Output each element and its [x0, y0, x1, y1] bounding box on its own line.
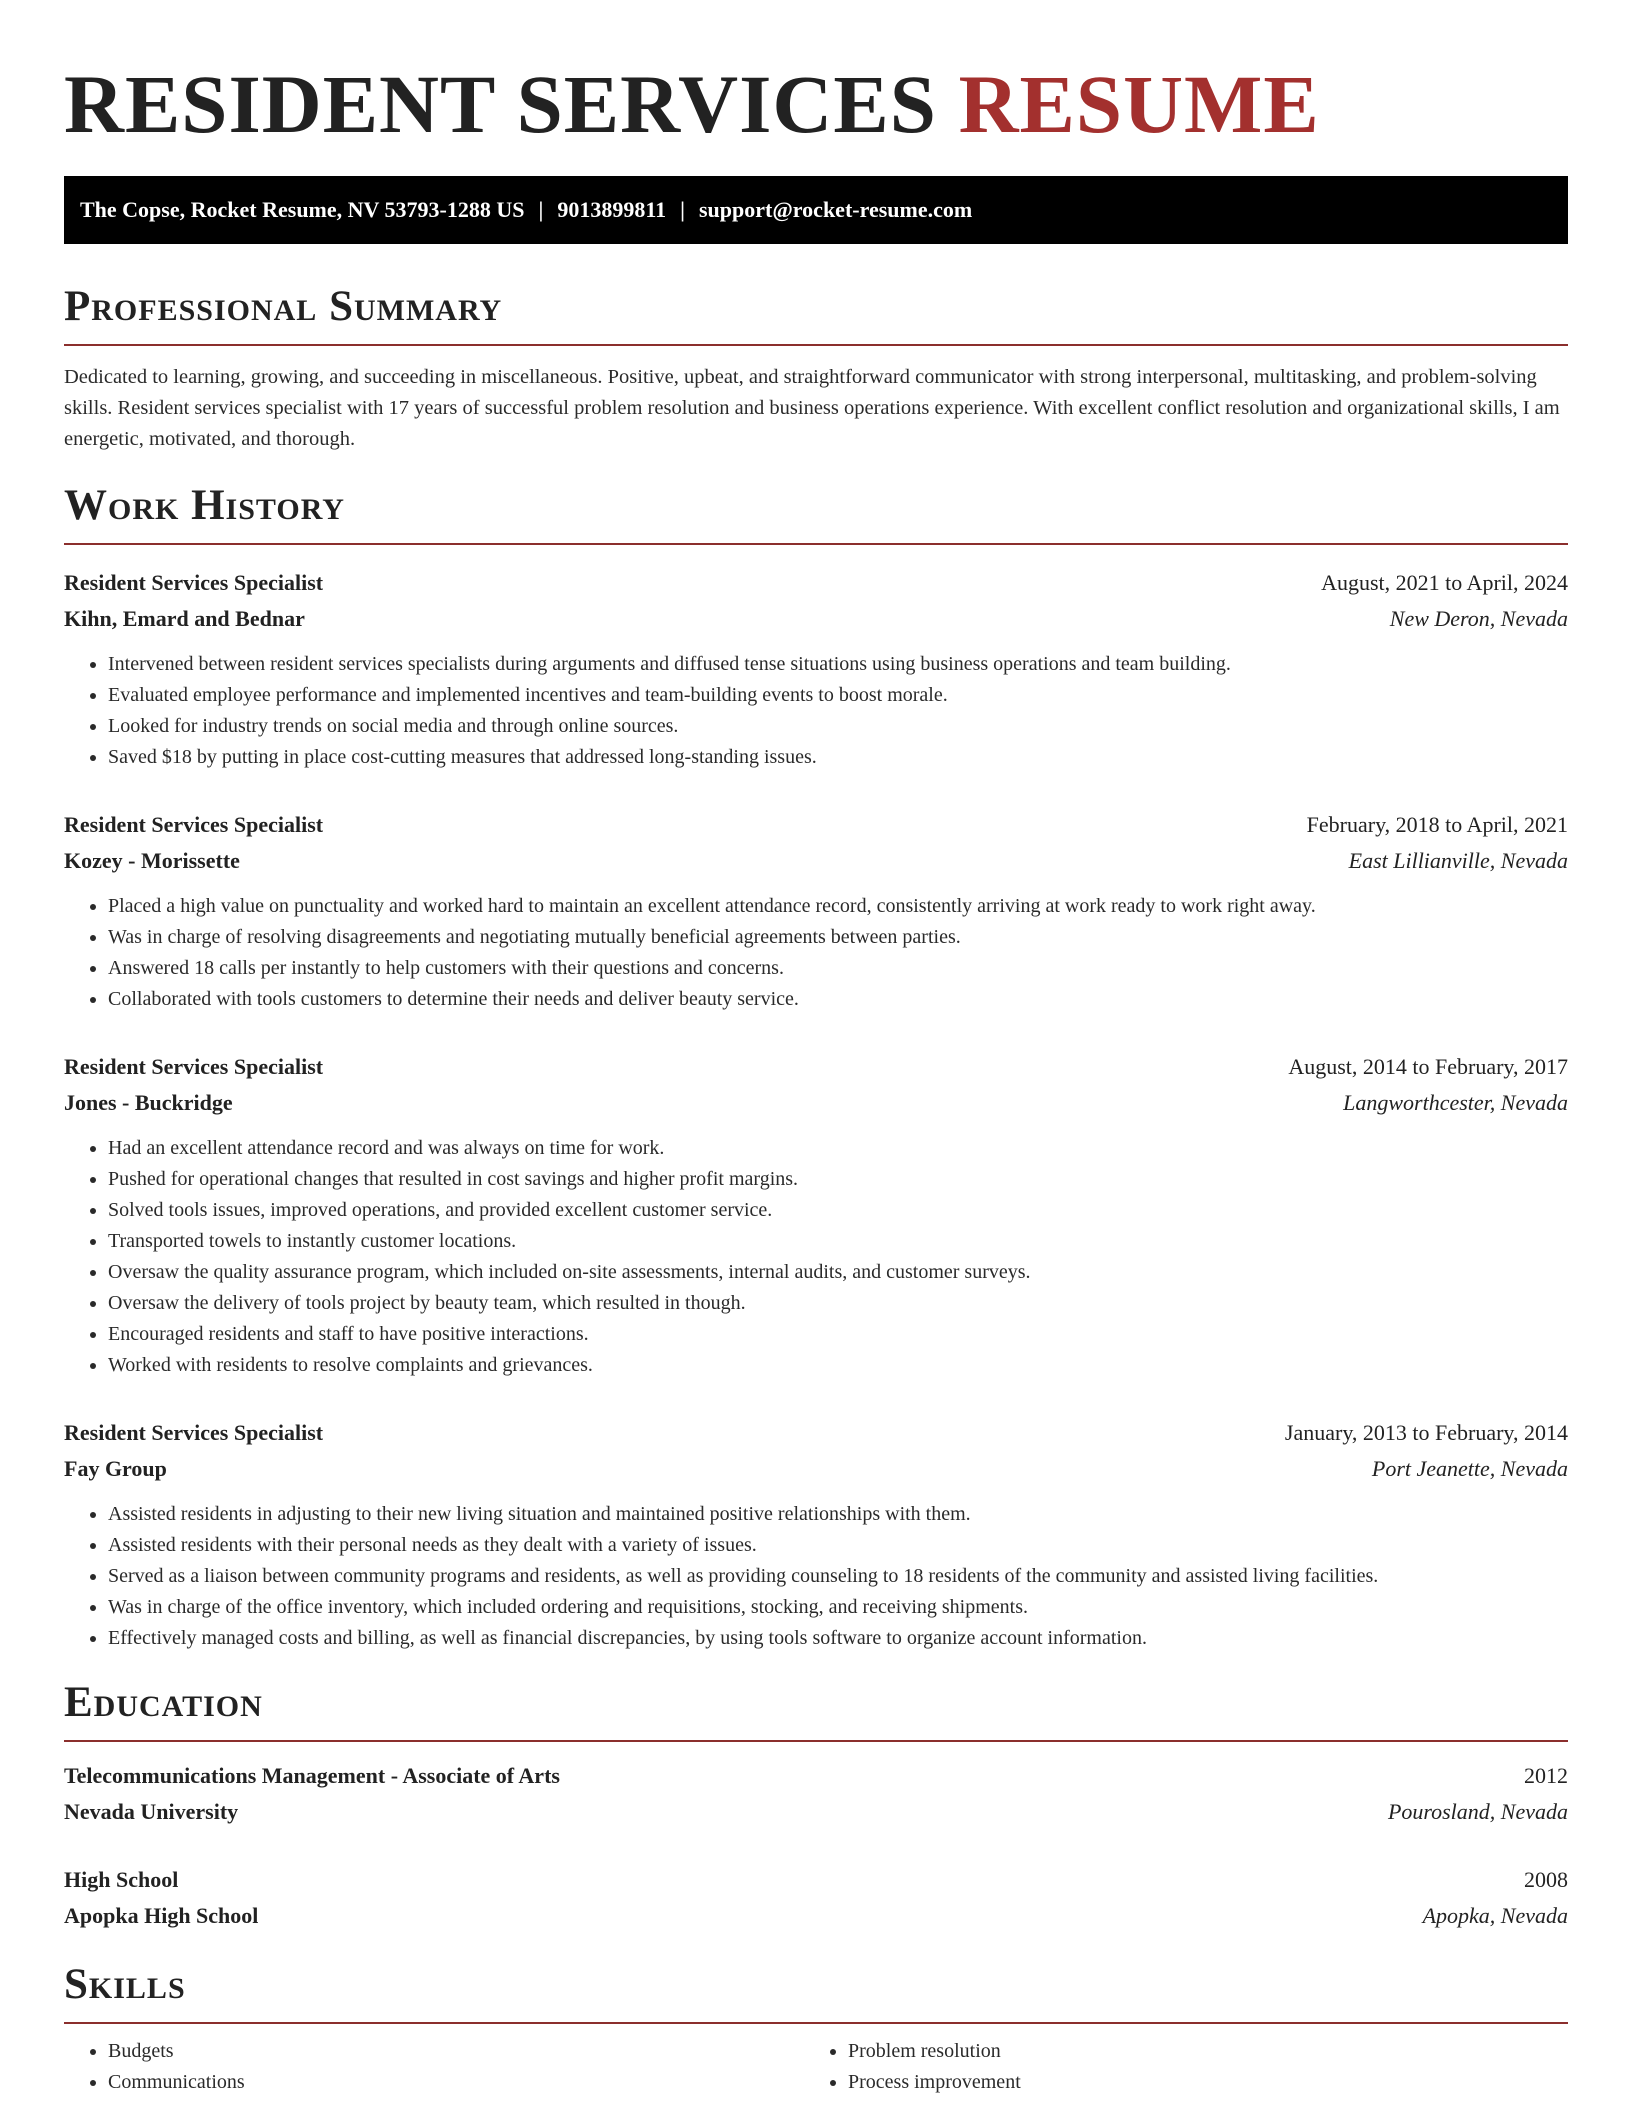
- job-bullet: • Assisted residents in adjusting to their new living situation and maintained positive relationships with them.: [108, 1499, 1568, 1530]
- job-bullet: • Encouraged residents and staff to have positive interactions.: [108, 1319, 1568, 1350]
- job-bullet: • Was in charge of resolving disagreements and negotiating mutually beneficial agreements between parties.: [108, 922, 1568, 953]
- job-bullet: • Transported towels to instantly customer locations.: [108, 1226, 1568, 1257]
- education-year: 2008: [1524, 1867, 1568, 1892]
- job-bullet-list: [64, 1499, 1568, 1654]
- job-entry: [64, 1415, 1568, 1654]
- skill-item: • Problem resolution: [848, 2036, 1544, 2067]
- job-title: Resident Services Specialist: [64, 570, 324, 595]
- job-company: Fay Group: [64, 1456, 167, 1481]
- job-title: Resident Services Specialist: [64, 1054, 324, 1079]
- job-bullet: • Served as a liaison between community programs and residents, as well as providing counseling to 18 residents of the community and assisted living facilities.: [108, 1561, 1568, 1592]
- job-company: Kozey - Morissette: [64, 848, 240, 873]
- section-heading-summary: Professional Summary: [64, 283, 503, 330]
- section-heading-education: Education: [64, 1679, 263, 1726]
- contact-separator: |: [680, 197, 685, 222]
- job-entry: [64, 565, 1568, 773]
- job-bullet-list: [64, 891, 1568, 1015]
- section-divider: [64, 2022, 1568, 2024]
- job-dates: January, 2013 to February, 2014: [1284, 1420, 1568, 1445]
- job-entry: [64, 807, 1568, 1015]
- job-bullet: • Worked with residents to resolve complaints and grievances.: [108, 1350, 1568, 1381]
- job-bullet: • Oversaw the quality assurance program, which included on-site assessments, internal audits, and customer surveys.: [108, 1257, 1568, 1288]
- job-dates: August, 2021 to April, 2024: [1321, 570, 1568, 595]
- work-history-section: [64, 479, 1568, 1654]
- job-bullet: • Solved tools issues, improved operations, and provided excellent customer service.: [108, 1195, 1568, 1226]
- education-location: Apopka, Nevada: [1422, 1903, 1568, 1928]
- job-title-row: [64, 1415, 1568, 1451]
- job-location: Port Jeanette, Nevada: [1371, 1456, 1568, 1481]
- summary-text: Dedicated to learning, growing, and succeeding in miscellaneous. Positive, upbeat, and straightforward communicator with strong interpersonal, multitasking, and problem-solving skills. Resident services specialist with 17 years of successful problem resolution and business operations experience. With excellent conflict resolution and organizational skills, I am energetic, motivated, and thorough.: [64, 366, 1560, 450]
- job-company-row: [64, 1451, 1568, 1487]
- education-degree: Telecommunications Management - Associate of Arts: [64, 1763, 560, 1788]
- job-bullet: • Saved $18 by putting in place cost-cutting measures that addressed long-standing issues.: [108, 742, 1568, 773]
- job-bullet: • Oversaw the delivery of tools project by beauty team, which resulted in though.: [108, 1288, 1568, 1319]
- skill-item: • Process improvement: [848, 2067, 1544, 2098]
- job-location: Langworthcester, Nevada: [1343, 1090, 1568, 1115]
- job-title-row: [64, 565, 1568, 601]
- education-list: [64, 1758, 1568, 1934]
- job-bullet: • Evaluated employee performance and implemented incentives and team-building events to boost morale.: [108, 680, 1568, 711]
- skills-columns: [64, 2036, 1568, 2098]
- summary-section: [64, 280, 1568, 455]
- education-school: Apopka High School: [64, 1903, 259, 1928]
- job-bullet: • Had an excellent attendance record and was always on time for work.: [108, 1133, 1568, 1164]
- skill-item: • Budgets: [108, 2036, 804, 2067]
- contact-address: The Copse, Rocket Resume, NV 53793-1288 US: [80, 197, 525, 222]
- job-bullet: • Was in charge of the office inventory, which included ordering and requisitions, stocking, and receiving shipments.: [108, 1592, 1568, 1623]
- skill-item: • Communications: [108, 2067, 804, 2098]
- education-location: Pourosland, Nevada: [1387, 1799, 1568, 1824]
- education-degree-row: [64, 1862, 1568, 1898]
- section-divider: [64, 543, 1568, 545]
- job-location: New Deron, Nevada: [1389, 606, 1568, 631]
- education-degree-row: [64, 1758, 1568, 1794]
- job-list: [64, 565, 1568, 1654]
- title-accent: RESUME: [958, 58, 1320, 150]
- job-title-row: [64, 807, 1568, 843]
- education-school: Nevada University: [64, 1799, 239, 1824]
- job-bullet: • Looked for industry trends on social media and through online sources.: [108, 711, 1568, 742]
- job-company-row: [64, 601, 1568, 637]
- job-title: Resident Services Specialist: [64, 812, 324, 837]
- job-company: Kihn, Emard and Bednar: [64, 606, 305, 631]
- job-bullet: • Pushed for operational changes that resulted in cost savings and higher profit margins.: [108, 1164, 1568, 1195]
- job-bullet-list: [64, 1133, 1568, 1381]
- education-school-row: [64, 1794, 1568, 1830]
- education-school-row: [64, 1898, 1568, 1934]
- education-entry: [64, 1758, 1568, 1830]
- job-location: East Lillianville, Nevada: [1348, 848, 1568, 873]
- section-heading-work-history: Work History: [64, 482, 345, 529]
- resume-page: [64, 0, 1568, 2098]
- job-dates: February, 2018 to April, 2021: [1306, 812, 1568, 837]
- education-year: 2012: [1524, 1763, 1568, 1788]
- education-degree: High School: [64, 1867, 179, 1892]
- job-bullet: • Placed a high value on punctuality and worked hard to maintain an excellent attendance record, consistently arriving at work ready to work right away.: [108, 891, 1568, 922]
- job-company: Jones - Buckridge: [64, 1090, 233, 1115]
- skills-column-left: [64, 2036, 804, 2098]
- education-section: [64, 1676, 1568, 1934]
- section-divider: [64, 344, 1568, 346]
- section-divider: [64, 1740, 1568, 1742]
- job-bullet: • Effectively managed costs and billing, as well as financial discrepancies, by using tools software to organize account information.: [108, 1623, 1568, 1654]
- job-bullet-list: [64, 649, 1568, 773]
- title-main: RESIDENT SERVICES: [64, 58, 959, 150]
- job-bullet: • Collaborated with tools customers to determine their needs and deliver beauty service.: [108, 984, 1568, 1015]
- job-entry: [64, 1049, 1568, 1381]
- job-bullet: • Answered 18 calls per instantly to help customers with their questions and concerns.: [108, 953, 1568, 984]
- education-entry: [64, 1862, 1568, 1934]
- resume-title: [64, 0, 1568, 152]
- contact-bar: [64, 176, 1568, 244]
- job-bullet: • Assisted residents with their personal needs as they dealt with a variety of issues.: [108, 1530, 1568, 1561]
- skills-section: [64, 1958, 1568, 2098]
- contact-phone[interactable]: 9013899811: [557, 197, 667, 222]
- job-company-row: [64, 843, 1568, 879]
- contact-separator: |: [538, 197, 544, 222]
- contact-email[interactable]: support@rocket-resume.com: [698, 197, 973, 222]
- job-company-row: [64, 1085, 1568, 1121]
- skills-column-right: [804, 2036, 1544, 2098]
- section-heading-skills: Skills: [64, 1961, 186, 2008]
- job-title: Resident Services Specialist: [64, 1420, 324, 1445]
- job-bullet: • Intervened between resident services specialists during arguments and diffused tense situations using business operations and team building.: [108, 649, 1568, 680]
- job-title-row: [64, 1049, 1568, 1085]
- job-dates: August, 2014 to February, 2017: [1288, 1054, 1568, 1079]
